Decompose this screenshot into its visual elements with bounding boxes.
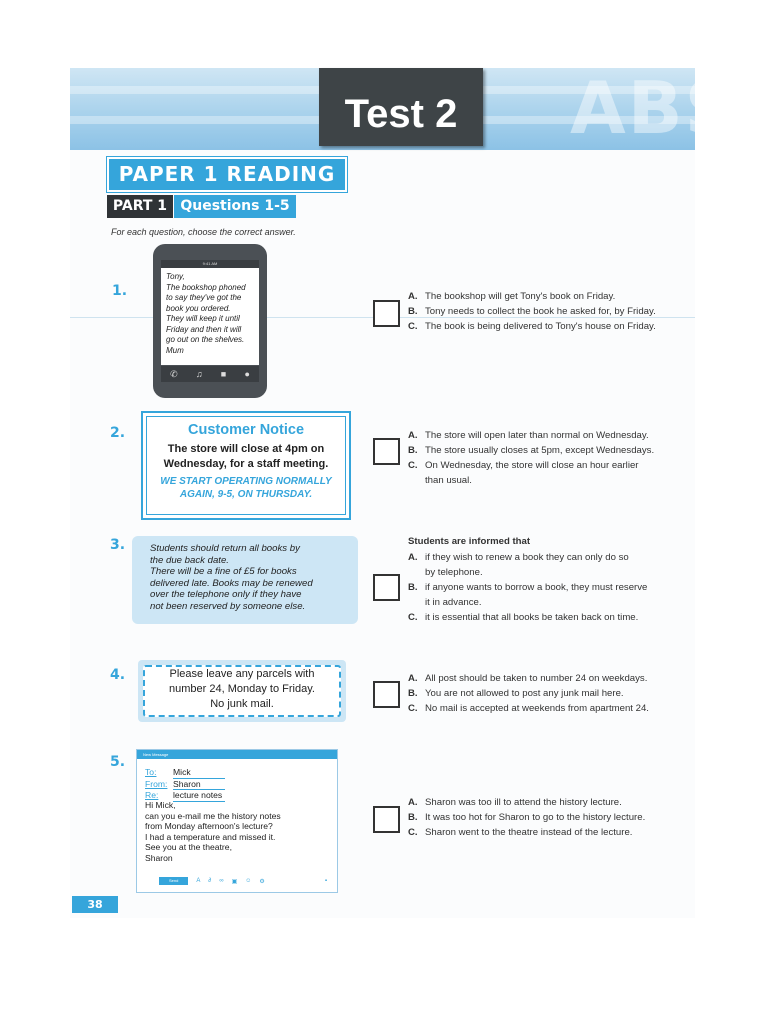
answer-checkbox[interactable] (373, 300, 400, 327)
link-icon[interactable]: ∞ (219, 878, 224, 884)
globe-icon: ● (244, 369, 250, 379)
page-number: 38 (72, 896, 118, 913)
option-b: B. if anyone wants to borrow a book, they must reserve (408, 582, 648, 593)
options-list: A. The store will open later than normal on Wednesday. B. The store usually closes at 5pm, except Wednesdays. C. On Wednesday, the store will close an hour earlier than usual. (408, 430, 655, 486)
library-notice-text: Students should return all books by the due back date. There will be a fine of £5 for books delivered late. Books may be renewed over the telephone only if they have not been reserved by someone else. (150, 543, 313, 612)
phone-icon-bar (161, 366, 259, 382)
option-b: B. The store usually closes at 5pm, except Wednesdays. (408, 445, 655, 456)
parcel-notice-text: Please leave any parcels with number 24, Monday to Friday. No junk mail. (169, 668, 315, 710)
options-list (408, 289, 656, 334)
options-list (408, 671, 649, 716)
phone-status-bar: 9:41 AM (161, 260, 259, 268)
music-icon: ♫ (195, 369, 203, 379)
phone-screen (161, 268, 259, 365)
question-number: 2. (110, 425, 126, 441)
answer-checkbox[interactable] (373, 438, 400, 465)
customer-notice (141, 411, 351, 520)
option-a: A. if they wish to renew a book they can only do so (408, 552, 629, 563)
email-to: Mick (173, 767, 225, 779)
answer-checkbox[interactable] (373, 574, 400, 601)
test-title-box (319, 68, 483, 146)
parcel-notice (138, 660, 346, 722)
option-a: A. The bookshop will get Tony's book on Friday. (408, 291, 616, 302)
email-subject: lecture notes (173, 790, 225, 802)
notice-sub: WE START OPERATING NORMALLY AGAIN, 9-5, ON THURSDAY. (160, 476, 332, 500)
question-number: 3. (110, 537, 126, 553)
email-from: Sharon (173, 779, 225, 791)
library-notice (132, 536, 358, 624)
option-b: B. Tony needs to collect the book he asked for, by Friday. (408, 306, 656, 317)
settings-icon[interactable]: ⚙ (259, 878, 265, 885)
email-title-bar: New Message (137, 750, 337, 759)
option-c: C. The book is being delivered to Tony's house on Friday. (408, 321, 656, 332)
notice-main: The store will close at 4pm on Wednesday, for a staff meeting. (163, 443, 329, 470)
answer-checkbox[interactable] (373, 806, 400, 833)
answer-checkbox[interactable] (373, 681, 400, 708)
part-label: PART 1 (107, 195, 173, 218)
email-window (136, 749, 338, 893)
email-header: To: Mick From: Sharon Re: lecture notes (145, 767, 225, 802)
email-body: Hi Mick, can you e-mail me the history notes from Monday afternoon's lecture? I had a temperature and missed it. See you at the theatre, Sharon (145, 800, 281, 863)
phone-message (153, 244, 267, 398)
phone-call-icon: ✆ (170, 368, 178, 379)
question-number: 1. (112, 283, 128, 299)
format-icon[interactable]: ∂ (208, 878, 212, 884)
questions-label: Questions 1-5 (174, 195, 296, 218)
camera-icon: ■ (220, 369, 227, 379)
paper-label: PAPER 1 READING (107, 157, 347, 192)
question-stem: Students are informed that (408, 536, 531, 547)
image-icon[interactable]: ▣ (231, 878, 238, 885)
option-a: A. All post should be taken to number 24 on weekdays. (408, 673, 648, 684)
question-number: 5. (110, 754, 126, 770)
banner-letters: ABS (570, 66, 739, 150)
phone-message-text: Tony, The bookshop phoned to say they've got the book you ordered. They will keep it until Friday and then it will go out on the shelves. Mum (166, 272, 246, 355)
option-a: A. The store will open later than normal on Wednesday. (408, 430, 649, 441)
options-list (408, 795, 645, 840)
option-c: C. it is essential that all books be taken back on time. (408, 612, 639, 623)
option-c: C. No mail is accepted at weekends from apartment 24. (408, 703, 649, 714)
option-c: C. On Wednesday, the store will close an hour earlier (408, 460, 639, 471)
send-button[interactable]: Send (159, 877, 188, 885)
option-b: B. You are not allowed to post any junk mail here. (408, 688, 624, 699)
email-toolbar (141, 876, 333, 886)
notice-title: Customer Notice (187, 422, 305, 438)
options-list: Students are informed that A. if they wish to renew a book they can only do so by telephone. B. if anyone wants to borrow a book, they must reserve it in advance. C. it is essential that all books be taken back on time. (408, 536, 648, 623)
option-c: C. Sharon went to the theatre instead of the lecture. (408, 827, 633, 838)
instruction-text: For each question, choose the correct answer. (111, 227, 296, 237)
attach-icon[interactable]: A (196, 878, 201, 884)
delete-icon[interactable]: ▪ (324, 878, 327, 884)
emoji-icon[interactable]: ☺ (245, 878, 252, 884)
option-b: B. It was too hot for Sharon to go to the history lecture. (408, 812, 646, 823)
test-title: Test 2 (344, 92, 458, 136)
question-number: 4. (110, 667, 126, 683)
option-a: A. Sharon was too ill to attend the history lecture. (408, 797, 622, 808)
